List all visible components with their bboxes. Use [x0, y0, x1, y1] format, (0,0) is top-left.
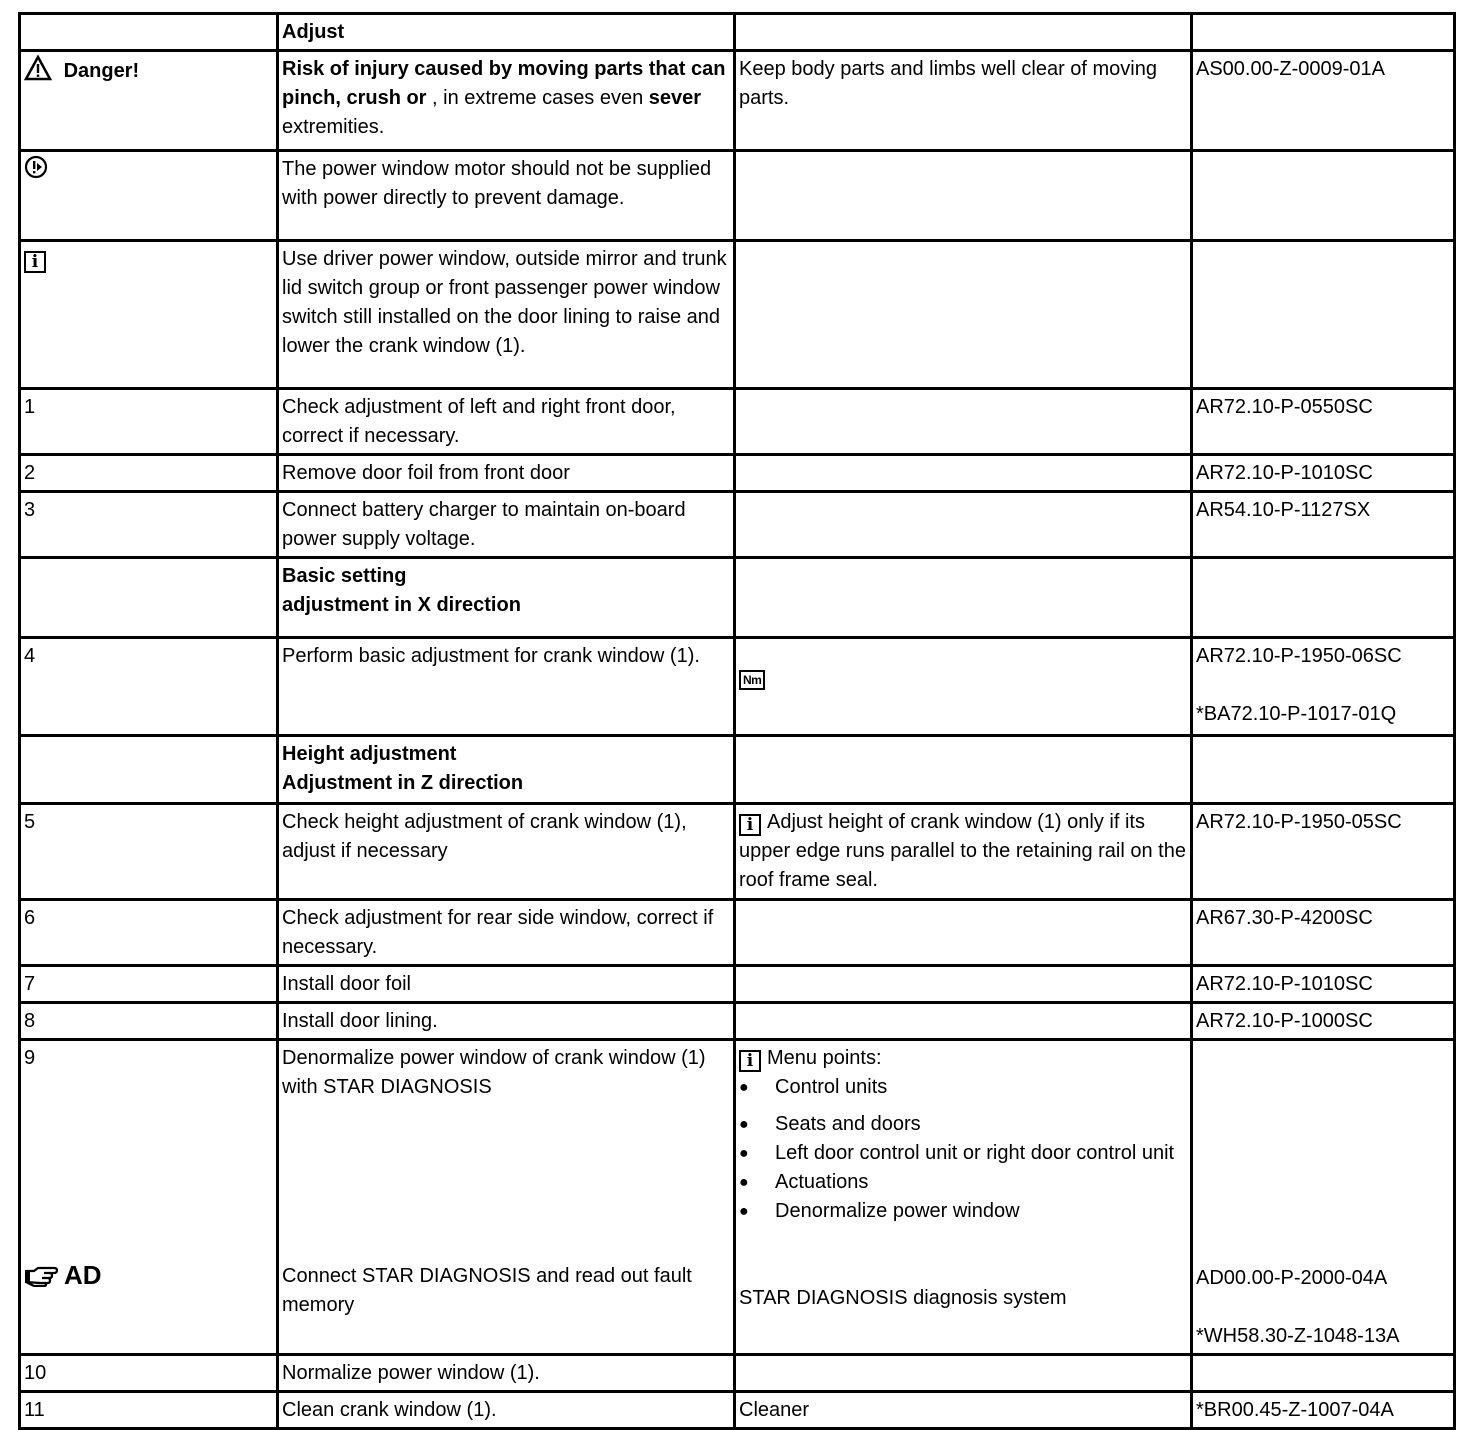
- step-text: Check adjustment of left and right front door, correct if necessary.: [278, 389, 735, 455]
- step-note: Cleaner: [735, 1392, 1192, 1429]
- procedure-table: [18, 12, 1456, 1430]
- table-row: [20, 900, 1455, 966]
- table-row: [20, 804, 1455, 900]
- step-ref: *BR00.45-Z-1007-04A: [1192, 1392, 1455, 1429]
- section-title-z: Height adjustment Adjustment in Z direction: [278, 736, 735, 804]
- step-ref: AR54.10-P-1127SX: [1192, 492, 1455, 558]
- step-number: 4: [20, 638, 278, 736]
- danger-text: Risk of injury caused by moving parts that can pinch, crush or , in extreme cases even sever extremities.: [278, 51, 735, 151]
- ad-label: AD: [64, 1260, 102, 1290]
- danger-note: Keep body parts and limbs well clear of moving parts.: [735, 51, 1192, 151]
- step-ref: AR67.30-P-4200SC: [1192, 900, 1455, 966]
- step-note: Adjust height of crank window (1) only if its upper edge runs parallel to the retaining rail on the roof frame seal.: [739, 811, 1186, 891]
- table-row-section-z: [20, 736, 1455, 804]
- step-number: 8: [20, 1003, 278, 1040]
- notice-icon: [24, 155, 48, 179]
- step-number: 5: [20, 804, 278, 900]
- table-row: [20, 638, 1455, 736]
- step-number: 2: [20, 455, 278, 492]
- table-row-notice: [20, 151, 1455, 241]
- info-icon: i: [739, 814, 761, 836]
- step-number: 7: [20, 966, 278, 1003]
- step-text: Clean crank window (1).: [278, 1392, 735, 1429]
- nm-torque-icon: Nm: [739, 670, 765, 690]
- step-text-secondary: Connect STAR DIAGNOSIS and read out fault memory: [282, 1265, 692, 1316]
- step-text: Check height adjustment of crank window (1), adjust if necessary: [278, 804, 735, 900]
- tool-name: STAR DIAGNOSIS diagnosis system: [739, 1287, 1067, 1309]
- table-row: [20, 1003, 1455, 1040]
- table-row: [20, 1392, 1455, 1429]
- step-text: Normalize power window (1).: [278, 1355, 735, 1392]
- step-text: Perform basic adjustment for crank window (1).: [278, 638, 735, 736]
- danger-label: Danger!: [63, 60, 140, 82]
- info-text: Use driver power window, outside mirror and trunk lid switch group or front passenger power window switch still installed on the door lining to raise and lower the crank window (1).: [278, 241, 735, 389]
- step-ref: AR72.10-P-1010SC: [1192, 966, 1455, 1003]
- hand-pointer-icon: [24, 1265, 60, 1287]
- menu-title: Menu points:: [767, 1047, 882, 1069]
- ad-label-group: [24, 1261, 273, 1290]
- step-ref: AR72.10-P-0550SC: [1192, 389, 1455, 455]
- table-row-info: [20, 241, 1455, 389]
- warning-triangle-icon: [24, 55, 52, 81]
- table-row-danger: [20, 51, 1455, 151]
- step-number: 9: [24, 1047, 36, 1069]
- step-ref-secondary: *BA72.10-P-1017-01Q: [1196, 703, 1397, 725]
- table-row-section-x: [20, 558, 1455, 638]
- step-text: Install door lining.: [278, 1003, 735, 1040]
- table-row: [20, 492, 1455, 558]
- menu-points-list: [739, 1073, 1187, 1226]
- step-ref: AR72.10-P-1950-06SC: [1196, 645, 1402, 667]
- step-ref: AR72.10-P-1010SC: [1192, 455, 1455, 492]
- info-icon: i: [24, 251, 46, 273]
- step-ref-secondary: *WH58.30-Z-1048-13A: [1196, 1325, 1400, 1347]
- notice-text: The power window motor should not be supplied with power directly to prevent damage.: [278, 151, 735, 241]
- step-number: 6: [20, 900, 278, 966]
- list-item: ● Left door control unit or right door control unit: [739, 1139, 1187, 1168]
- table-row-header: [20, 14, 1455, 51]
- list-item: ● Denormalize power window: [739, 1197, 1187, 1226]
- section-title-adjust: Adjust: [278, 14, 735, 51]
- table-row-step9: [20, 1040, 1455, 1355]
- section-title-x: Basic setting adjustment in X direction: [278, 558, 735, 638]
- list-item: ● Control units: [739, 1073, 1187, 1102]
- list-item: ● Actuations: [739, 1168, 1187, 1197]
- danger-ref: AS00.00-Z-0009-01A: [1192, 51, 1455, 151]
- step-number: 1: [20, 389, 278, 455]
- step-ref: AR72.10-P-1950-05SC: [1192, 804, 1455, 900]
- table-row: [20, 1355, 1455, 1392]
- table-row: [20, 455, 1455, 492]
- step-number: 10: [20, 1355, 278, 1392]
- step-text: Check adjustment for rear side window, correct if necessary.: [278, 900, 735, 966]
- info-icon: i: [739, 1050, 761, 1072]
- step-text: Remove door foil from front door: [278, 455, 735, 492]
- table-row: [20, 966, 1455, 1003]
- step-number: 3: [20, 492, 278, 558]
- list-item: ● Seats and doors: [739, 1110, 1187, 1139]
- step-text: Connect battery charger to maintain on-board power supply voltage.: [278, 492, 735, 558]
- table-row: [20, 389, 1455, 455]
- step-text: Install door foil: [278, 966, 735, 1003]
- step-ref: AR72.10-P-1000SC: [1192, 1003, 1455, 1040]
- step-ref: AD00.00-P-2000-04A: [1196, 1267, 1388, 1289]
- step-text: Denormalize power window of crank window (1) with STAR DIAGNOSIS: [282, 1047, 706, 1098]
- step-number: 11: [20, 1392, 278, 1429]
